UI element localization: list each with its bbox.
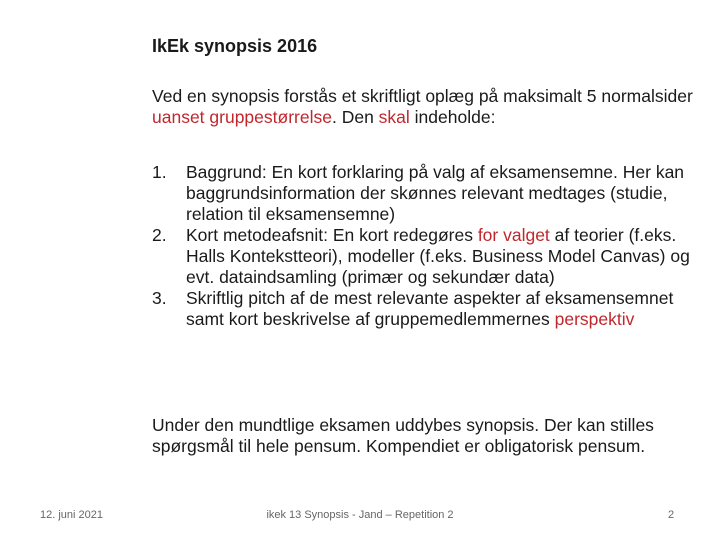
list-item-text: Baggrund: En kort forklaring på valg af eksamensemne. Her kan baggrundsinformation der skønnes relevant medtages (studie, relation til eksamensemne) — [186, 162, 685, 224]
outro-paragraph: Under den mundtlige eksamen uddybes synopsis. Der kan stilles spørgsmål til hele pensum. Kompendiet er obligatorisk pensum. — [152, 415, 654, 456]
list-item-background — [152, 162, 704, 225]
list-item-text: Kort metodeafsnit: En kort redegøres — [186, 225, 478, 245]
list-item-highlight: for valget — [477, 225, 550, 245]
list-item-pitch — [152, 288, 704, 330]
intro-highlight-group-size: uanset gruppestørrelse — [152, 107, 332, 127]
list-item-text: Skriftlig pitch af de mest relevante aspekter af eksamensemnet samt kort beskrivelse af gruppemedlemmernes — [186, 288, 674, 329]
list-item-highlight: perspektiv — [554, 309, 635, 329]
list-number: 1. — [152, 162, 167, 182]
list-item-method — [152, 225, 704, 288]
list-item-text: af teorier (f.eks. Halls Kontekstteori), modeller (f.eks. Business Model Canvas) og evt. dataindsamling (primær og sekundær data) — [186, 225, 690, 287]
footer-date: 12. juni 2021 — [40, 509, 103, 521]
footer-title: ikek 13 Synopsis - Jand – Repetition 2 — [266, 509, 454, 521]
intro-highlight-must: skal — [378, 107, 410, 127]
list-number: 3. — [152, 288, 167, 308]
requirements-list — [152, 162, 704, 330]
list-number: 2. — [152, 225, 167, 245]
intro-text-2: . Den — [331, 107, 379, 127]
footer-page-number: 2 — [668, 509, 675, 521]
slide-title: IkEk synopsis 2016 — [152, 36, 318, 56]
intro-text-1: Ved en synopsis forstås et skriftligt oplæg på maksimalt 5 normalsider — [152, 86, 693, 106]
intro-paragraph — [152, 86, 697, 128]
intro-text-3: indeholde: — [409, 107, 496, 127]
